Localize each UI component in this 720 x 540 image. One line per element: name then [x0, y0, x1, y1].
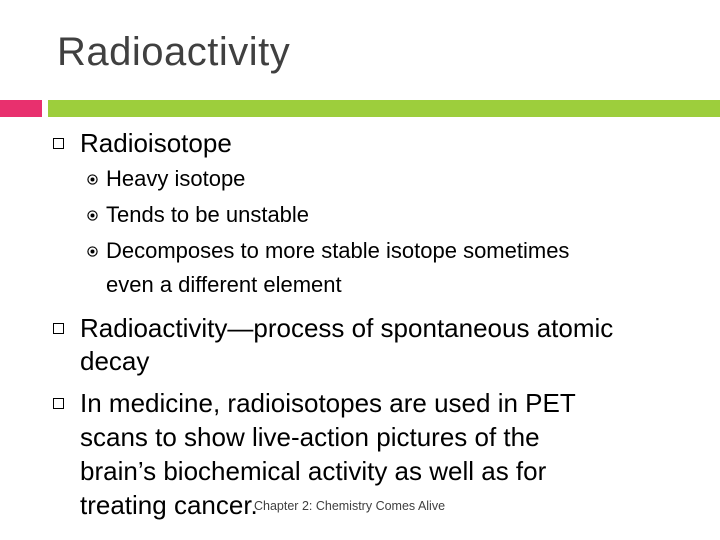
bullet-radioactivity-line2: decay — [80, 346, 150, 376]
slide-title: Radioactivity — [57, 30, 291, 74]
bullet-medicine-line2: scans to show live-action pictures of the — [80, 422, 540, 452]
bullet-medicine-line3: brain’s biochemical activity as well as for — [80, 456, 547, 486]
square-bullet-icon — [53, 138, 64, 149]
sub-bullet-decomposes-line2: even a different element — [106, 272, 342, 297]
bullet-medicine-line1: In medicine, radioisotopes are used in PET — [80, 388, 576, 418]
accent-bar-pink — [0, 100, 42, 117]
accent-bar-green — [48, 100, 720, 117]
slide-footer: Chapter 2: Chemistry Comes Alive — [254, 499, 446, 513]
sub-bullet-unstable: Tends to be unstable — [106, 202, 310, 227]
sub-bullet-decomposes-line1: Decomposes to more stable isotope sometimes — [106, 238, 570, 263]
sub-bullet-heavy-isotope: Heavy isotope — [106, 166, 246, 191]
bullet-medicine-line4: treating cancer. — [80, 490, 258, 520]
bullet-radioactivity-line1: Radioactivity—process of spontaneous atomic — [80, 313, 614, 343]
bullet-radioisotope: Radioisotope — [80, 128, 232, 158]
square-bullet-icon — [53, 323, 64, 334]
square-bullet-icon — [53, 398, 64, 409]
circle-target-bullet-icon — [87, 210, 98, 221]
circle-target-bullet-icon — [87, 246, 98, 257]
circle-target-bullet-icon — [87, 174, 98, 185]
